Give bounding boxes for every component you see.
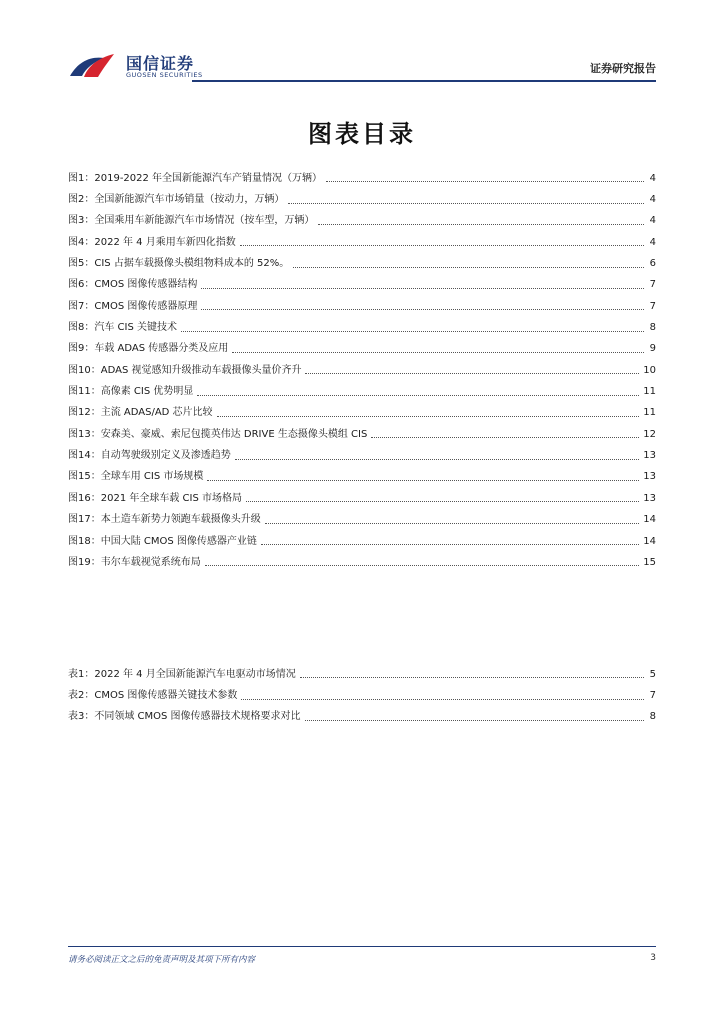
entry-label: 表2： bbox=[68, 690, 95, 702]
entry-page-number: 6 bbox=[649, 258, 656, 270]
page-header bbox=[68, 46, 656, 86]
entry-title: 2021 年全球车载 CIS 市场格局 bbox=[100, 492, 242, 504]
toc-entry[interactable] bbox=[68, 531, 656, 552]
entry-page-number: 11 bbox=[643, 386, 656, 398]
entry-page-number: 7 bbox=[649, 279, 656, 291]
entry-page-number: 14 bbox=[643, 535, 656, 547]
entry-title: 全国乘用车新能源汽车市场情况（按车型，万辆） bbox=[94, 215, 315, 227]
dot-leader bbox=[217, 416, 640, 417]
entry-title: 本土造车新势力领跑车载摄像头升级 bbox=[100, 514, 261, 526]
entry-label: 图17： bbox=[68, 514, 101, 526]
dot-leader bbox=[318, 224, 644, 225]
entry-title: 2019-2022 年全国新能源汽车产销量情况（万辆） bbox=[94, 172, 323, 184]
entry-page-number: 11 bbox=[643, 407, 656, 419]
entry-label: 图7： bbox=[68, 300, 95, 312]
toc-entry[interactable] bbox=[68, 488, 656, 509]
entry-label: 图12： bbox=[68, 407, 101, 419]
toc-entry[interactable] bbox=[68, 296, 656, 317]
entry-label: 图19： bbox=[68, 556, 101, 568]
entry-title: 全国新能源汽车市场销量（按动力，万辆） bbox=[94, 194, 285, 206]
toc-entry[interactable] bbox=[68, 253, 656, 274]
header-divider bbox=[192, 80, 656, 82]
dot-leader bbox=[261, 544, 639, 545]
dot-leader bbox=[326, 181, 644, 182]
entry-label: 图10： bbox=[68, 364, 101, 376]
entry-title: 主流 ADAS/AD 芯片比较 bbox=[100, 407, 213, 419]
entry-label: 图14： bbox=[68, 450, 101, 462]
entry-page-number: 14 bbox=[643, 514, 656, 526]
entry-page-number: 12 bbox=[643, 428, 656, 440]
entry-label: 图3： bbox=[68, 215, 95, 227]
dot-leader bbox=[305, 720, 644, 721]
entry-page-number: 8 bbox=[649, 711, 656, 723]
entry-page-number: 13 bbox=[643, 450, 656, 462]
dot-leader bbox=[201, 288, 644, 289]
entry-label: 图5： bbox=[68, 258, 95, 270]
footer-divider bbox=[68, 946, 656, 947]
entry-label: 图18： bbox=[68, 535, 101, 547]
entry-page-number: 8 bbox=[649, 322, 656, 334]
dot-leader bbox=[305, 373, 639, 374]
dot-leader bbox=[201, 309, 644, 310]
entry-page-number: 9 bbox=[649, 343, 656, 355]
brand-name-en: GUOSEN SECURITIES bbox=[126, 71, 203, 79]
entry-page-number: 15 bbox=[643, 556, 656, 568]
entry-title: 2022 年 4 月全国新能源汽车电驱动市场情况 bbox=[94, 668, 296, 680]
toc-entry[interactable] bbox=[68, 707, 656, 728]
brand-name: 国信证券 bbox=[126, 54, 195, 73]
dot-leader bbox=[181, 331, 644, 332]
dot-leader bbox=[240, 245, 644, 246]
toc-entry[interactable] bbox=[68, 232, 656, 253]
entry-label: 图9： bbox=[68, 343, 95, 355]
entry-title: 韦尔车载视觉系统布局 bbox=[100, 556, 201, 568]
entry-page-number: 13 bbox=[643, 471, 656, 483]
entry-label: 表3： bbox=[68, 711, 95, 723]
entry-title: CMOS 图像传感器原理 bbox=[94, 300, 198, 312]
entry-title: 汽车 CIS 关键技术 bbox=[94, 322, 178, 334]
toc-entry[interactable] bbox=[68, 189, 656, 210]
entry-label: 图15： bbox=[68, 471, 101, 483]
toc-entry[interactable] bbox=[68, 381, 656, 402]
page-title: 图表目录 bbox=[308, 120, 416, 148]
toc-entry[interactable] bbox=[68, 552, 656, 573]
dot-leader bbox=[371, 437, 639, 438]
toc-entry[interactable] bbox=[68, 211, 656, 232]
entry-title: 全球车用 CIS 市场规模 bbox=[100, 471, 204, 483]
entry-page-number: 10 bbox=[643, 364, 656, 376]
entry-title: 车载 ADAS 传感器分类及应用 bbox=[94, 343, 229, 355]
entry-page-number: 4 bbox=[649, 172, 656, 184]
page-number: 3 bbox=[650, 953, 656, 963]
toc-entry[interactable] bbox=[68, 317, 656, 338]
toc-entry[interactable] bbox=[68, 510, 656, 531]
entry-title: ADAS 视觉感知升级推动车载摄像头量价齐升 bbox=[100, 364, 302, 376]
dot-leader bbox=[300, 677, 644, 678]
dot-leader bbox=[293, 267, 644, 268]
entry-label: 图2： bbox=[68, 194, 95, 206]
dot-leader bbox=[288, 203, 644, 204]
toc-entry[interactable] bbox=[68, 403, 656, 424]
toc-entry[interactable] bbox=[68, 168, 656, 189]
dot-leader bbox=[265, 523, 640, 524]
toc-entry[interactable] bbox=[68, 360, 656, 381]
entry-label: 图1： bbox=[68, 172, 95, 184]
report-type: 证券研究报告 bbox=[590, 62, 656, 75]
entry-page-number: 5 bbox=[649, 668, 656, 680]
toc-entry[interactable] bbox=[68, 664, 656, 685]
toc-entry[interactable] bbox=[68, 424, 656, 445]
entry-title: 高像素 CIS 优势明显 bbox=[100, 386, 194, 398]
guosen-logo-icon bbox=[68, 50, 118, 80]
footer-disclaimer: 请务必阅读正文之后的免责声明及其项下所有内容 bbox=[68, 955, 256, 965]
entry-page-number: 7 bbox=[649, 690, 656, 702]
dot-leader bbox=[232, 352, 644, 353]
entry-page-number: 4 bbox=[649, 236, 656, 248]
dot-leader bbox=[197, 395, 639, 396]
dot-leader bbox=[205, 565, 640, 566]
entry-label: 图8： bbox=[68, 322, 95, 334]
entry-label: 图13： bbox=[68, 428, 101, 440]
dot-leader bbox=[246, 501, 639, 502]
entry-label: 图16： bbox=[68, 492, 101, 504]
entry-label: 表1： bbox=[68, 668, 95, 680]
entry-title: 不同领域 CMOS 图像传感器技术规格要求对比 bbox=[94, 711, 301, 723]
entry-title: 安森美、豪威、索尼包揽英伟达 DRIVE 生态摄像头模组 CIS bbox=[100, 428, 368, 440]
toc-entry[interactable] bbox=[68, 275, 656, 296]
entry-title: CIS 占据车载摄像头模组物料成本的 52%。 bbox=[94, 258, 290, 270]
toc-entry[interactable] bbox=[68, 339, 656, 360]
entry-page-number: 4 bbox=[649, 215, 656, 227]
dot-leader bbox=[241, 699, 644, 700]
dot-leader bbox=[235, 459, 640, 460]
entry-title: 自动驾驶级别定义及渗透趋势 bbox=[100, 450, 231, 462]
toc-entry[interactable] bbox=[68, 445, 656, 466]
entry-page-number: 7 bbox=[649, 300, 656, 312]
figure-list bbox=[68, 168, 656, 574]
dot-leader bbox=[207, 480, 639, 481]
toc-entry[interactable] bbox=[68, 467, 656, 488]
entry-page-number: 4 bbox=[649, 194, 656, 206]
entry-title: CMOS 图像传感器结构 bbox=[94, 279, 198, 291]
table-list bbox=[68, 664, 656, 728]
toc-entry[interactable] bbox=[68, 685, 656, 706]
entry-title: 2022 年 4 月乘用车新四化指数 bbox=[94, 236, 236, 248]
entry-title: CMOS 图像传感器关键技术参数 bbox=[94, 690, 238, 702]
entry-label: 图11： bbox=[68, 386, 101, 398]
entry-page-number: 13 bbox=[643, 492, 656, 504]
entry-label: 图6： bbox=[68, 279, 95, 291]
entry-title: 中国大陆 CMOS 图像传感器产业链 bbox=[100, 535, 257, 547]
entry-label: 图4： bbox=[68, 236, 95, 248]
